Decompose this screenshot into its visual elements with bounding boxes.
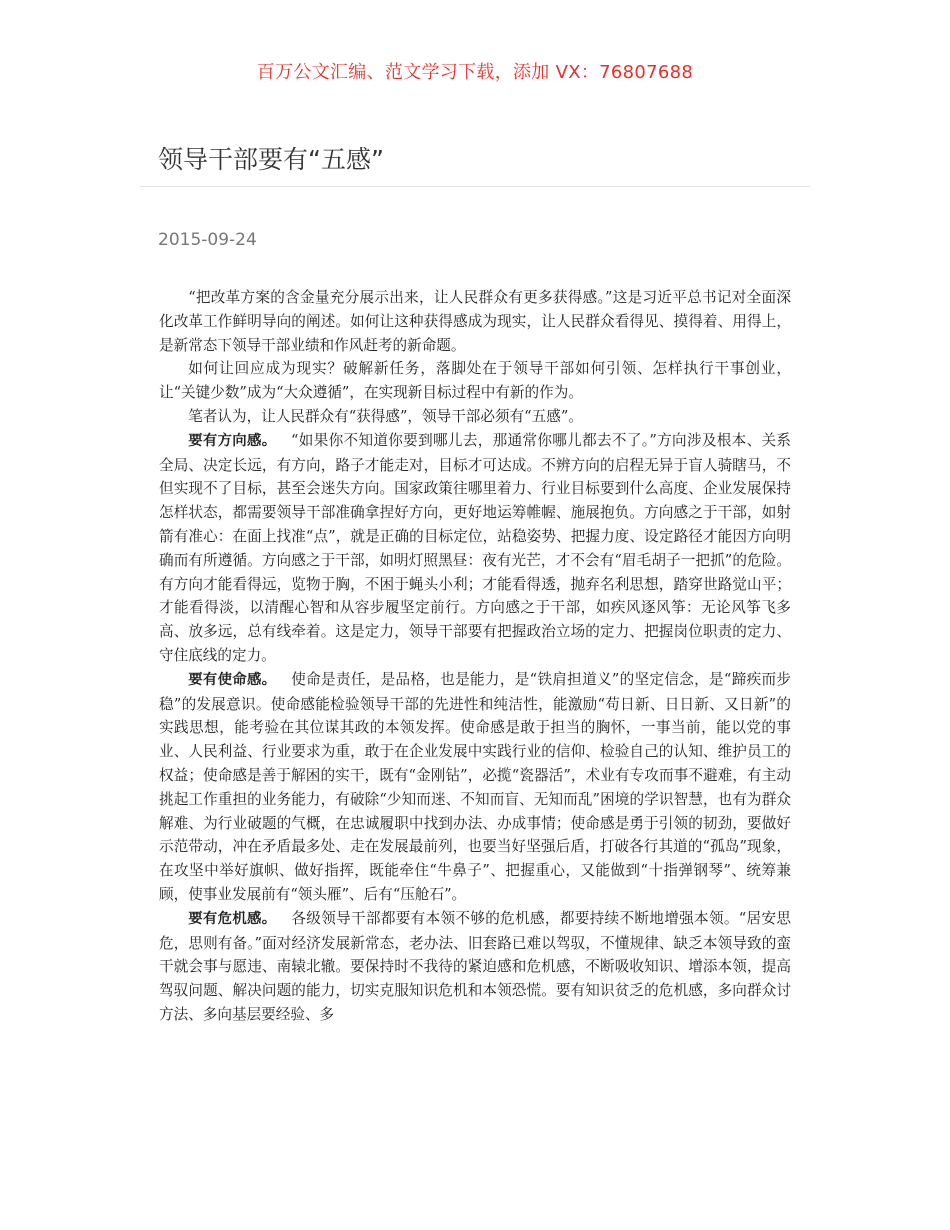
- article-title: 领导干部要有“五感”: [158, 145, 384, 174]
- paragraph-text: “把改革方案的含金量充分展示出来，让人民群众有更多获得感。”这是习近平总书记对全面深化改革工作鲜明导向的阐述。如何让这种获得感成为现实，让人民群众看得见、摸得着、用得上，是新常态下领导干部业绩和作风赶考的新命题。: [159, 289, 791, 354]
- paragraph: [159, 668, 791, 907]
- paragraph: [159, 357, 791, 405]
- section-lead: 要有使命感。: [188, 671, 277, 688]
- section-lead: 要有危机感。: [188, 910, 277, 927]
- publish-date: 2015-09-24: [158, 230, 257, 250]
- title-divider: [140, 186, 810, 187]
- paragraph: [159, 286, 791, 357]
- paragraph-text: 如何让回应成为现实？破解新任务，落脚处在于领导干部如何引领、怎样执行干事创业，让“关键少数”成为“大众遵循”，在实现新目标过程中有新的作为。: [159, 360, 791, 402]
- paragraph: [159, 429, 791, 668]
- promo-banner: 百万公文汇编、范文学习下载，添加 VX：76807688: [256, 62, 694, 83]
- paragraph-text: 各级领导干部都要有本领不够的危机感，都要持续不断地增强本领。“居安思危，思则有备。”面对经济发展新常态，老办法、旧套路已难以驾驭，不懂规律、缺乏本领导致的蛮干就会事与愿违、南辕北辙。要保持时不我待的紧迫感和危机感，不断吸收知识、增添本领，提高驾驭问题、解决问题的能力，切实克服知识危机和本领恐慌。要有知识贫乏的危机感，多向群众讨方法、多向基层要经验、多: [159, 909, 791, 1023]
- paragraph-text: 使命是责任，是品格，也是能力，是“铁肩担道义”的坚定信念，是“蹄疾而步稳”的发展意识。使命感能检验领导干部的先进性和纯洁性，能激励“苟日新、日日新、又日新”的实践思想，能考验在其位谋其政的本领发挥。使命感是敢于担当的胸怀，一事当前，能以党的事业、人民利益、行业要求为重，敢于在企业发展中实践行业的信仰、检验自己的认知、维护员工的权益；使命感是善于解困的实干，既有“金刚钻”，必揽“瓷器活”，术业有专攻而事不避难，有主动挑起工作重担的业务能力，有破除“少知而迷、不知而盲、无知而乱”困境的学识智慧，也有为群众解难、为行业破题的气概，在忠诚履职中找到办法、办成事情；使命感是勇于引领的韧劲，要做好示范带动，冲在矛盾最多处、走在发展最前列，也要当好坚强后盾，打破各行其道的“孤岛”现象，在攻坚中举好旗帜、做好指挥，既能牵住“牛鼻子”、把握重心，又能做到“十指弹钢琴”、统筹兼顾，使事业发展前有“领头雁”、后有“压舱石”。: [159, 670, 791, 903]
- paragraph: [159, 405, 791, 429]
- paragraph: [159, 907, 791, 1027]
- section-lead: 要有方向感。: [188, 432, 277, 449]
- paragraph-text: 笔者认为，让人民群众有“获得感”，领导干部必须有“五感”。: [188, 407, 583, 425]
- article-body: [159, 286, 791, 1027]
- paragraph-text: “如果你不知道你要到哪儿去，那通常你哪儿都去不了。”方向涉及根本、关系全局、决定长远，有方向，路子才能走对，目标才可达成。不辨方向的启程无异于盲人骑瞎马，不但实现不了目标，甚至会迷失方向。国家政策往哪里着力、行业目标要到什么高度、企业发展保持怎样状态，都需要领导干部准确拿捏好方向，更好地运筹帷幄、施展抱负。方向感之于干部，如射箭有准心：在面上找准“点”，就是正确的目标定位，站稳姿势、把握力度、设定路径才能因方向明确而有所遵循。方向感之于干部，如明灯照黑昼：夜有光芒，才不会有“眉毛胡子一把抓”的危险。有方向才能看得远，览物于胸，不困于蝇头小利；才能看得透，抛弃名利思想，踏穿世路觉山平；才能看得淡，以清醒心智和从容步履坚定前行。方向感之于干部，如疾风逐风筝：无论风筝飞多高、放多远，总有线牵着。这是定力，领导干部要有把握政治立场的定力、把握岗位职责的定力、守住底线的定力。: [159, 431, 791, 664]
